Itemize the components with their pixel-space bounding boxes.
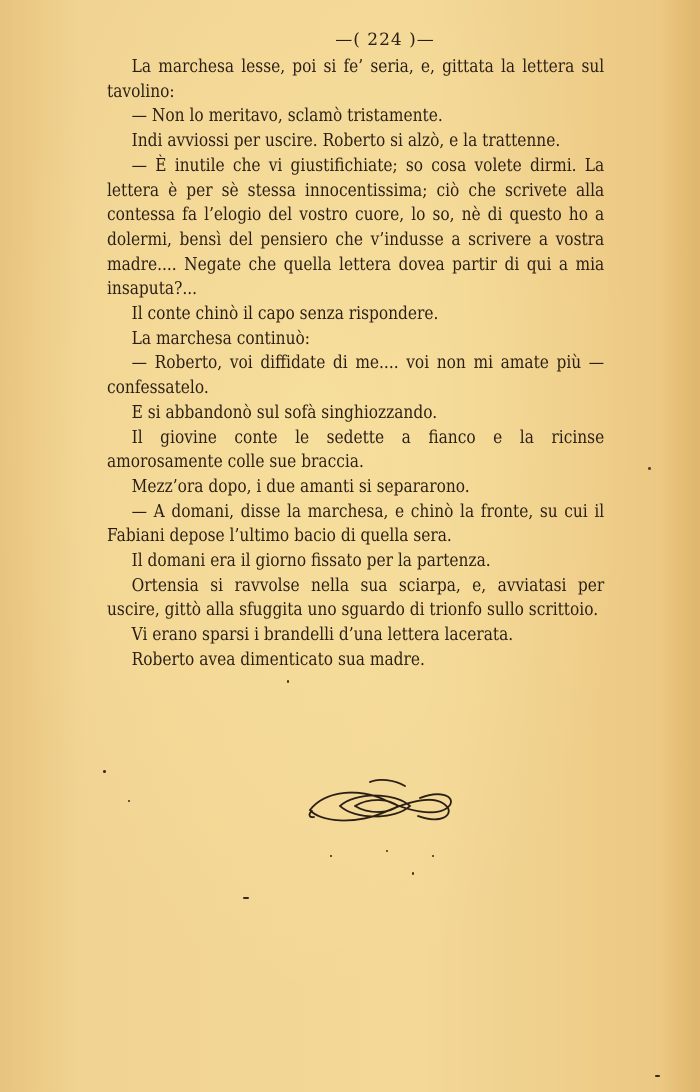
paragraph: Ortensia si ravvolse nella sua sciarpa, e, avviatasi per uscire, gittò alla sfuggita uno sguardo di trionfo sullo scrittoio.	[107, 575, 605, 621]
paragraph: Indi avviossi per uscire. Roberto si alzò, e la trattenne.	[131, 131, 561, 152]
ink-speck	[103, 770, 106, 773]
page-edge-shadow	[660, 0, 700, 1092]
paragraph: — Non lo meritavo, sclamò tristamente.	[131, 106, 443, 127]
ink-speck	[128, 800, 130, 802]
flourish-ornament-icon	[300, 770, 460, 840]
ink-speck	[330, 855, 332, 857]
paragraph: Il conte chinò il capo senza rispondere.	[131, 304, 439, 325]
paragraph: E si abbandonò sul sofà singhiozzando.	[131, 402, 438, 423]
page-number: —( 224 )—	[335, 30, 435, 50]
paragraph: Il domani era il giorno fissato per la partenza.	[131, 551, 491, 572]
paragraph: — Roberto, voi diffidate di me.... voi non mi amate più — confessatelo.	[107, 353, 605, 399]
ink-speck	[655, 1075, 660, 1077]
paragraph: Roberto avea dimenticato sua madre.	[131, 649, 425, 670]
paragraph: — È inutile che vi giustifichiate; so cosa volete dirmi. La lettera è per sè stessa innocentissima; ciò che scrivete alla contessa fa l’elogio del vostro cuore, lo so, nè di questo ho a dolermi, bensì del pensiero che v’indusse a scrivere a vostra madre.... Negate che quella lettera dovea partir di qui a mia insaputa?...	[107, 155, 605, 300]
paragraph: Il giovine conte le sedette a fianco e la ricinse amorosamente colle sue braccia.	[107, 427, 605, 473]
ink-speck	[386, 850, 388, 852]
ink-speck	[287, 680, 289, 683]
paragraph: Mezz’ora dopo, i due amanti si separarono.	[131, 476, 470, 497]
ink-speck	[432, 855, 434, 857]
paragraph: — A domani, disse la marchesa, e chinò la fronte, su cui il Fabiani depose l’ultimo bacio di quella sera.	[107, 501, 605, 547]
ink-speck	[648, 467, 651, 470]
ink-speck	[243, 897, 249, 899]
body-text	[107, 55, 604, 673]
paragraph: Vi erano sparsi i brandelli d’una lettera lacerata.	[131, 625, 514, 646]
paragraph: La marchesa lesse, poi si fe’ seria, e, gittata la lettera sul tavolino:	[107, 57, 605, 102]
paragraph: La marchesa continuò:	[131, 328, 310, 349]
ink-speck	[412, 872, 414, 875]
